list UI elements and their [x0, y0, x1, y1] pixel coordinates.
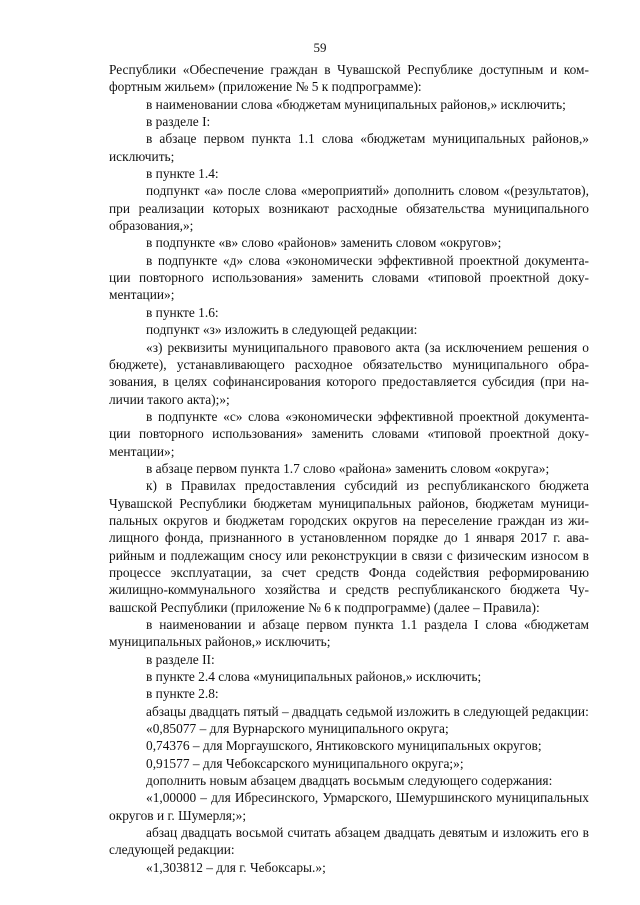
paragraph-15: в наименовании и абзаце первом пункта 1.1 раздела I слова «бюджетам муниципальных районов,» исключить; [109, 617, 589, 650]
paragraph-20: «0,85077 – для Вурнарского муниципального округа; [146, 721, 449, 737]
paragraph-2: в наименовании слова «бюджетам муниципальных районов,» исключить; [146, 96, 566, 112]
paragraph-17: в пункте 2.4 слова «муниципальных районов,» исключить; [146, 669, 482, 685]
paragraph-3: в разделе I: [146, 114, 211, 130]
paragraph-6: подпункт «а» после слова «мероприятий» дополнить словом «(результатов), при реализации которых возникают расходные обязательства муниципального образования,»; [109, 183, 589, 234]
paragraph-5: в пункте 1.4: [146, 166, 219, 182]
paragraph-9: в пункте 1.6: [146, 304, 219, 320]
paragraph-13: в абзаце первом пункта 1.7 слово «района» заменить словом «округа»; [146, 460, 550, 476]
paragraph-22: 0,91577 – для Чебоксарского муниципального округа;»; [146, 755, 464, 771]
paragraph-24: «1,00000 – для Ибресинского, Урмарского, Шемуршинского муниципальных округов и г. Шумерля;»; [109, 790, 589, 823]
paragraph-11: «з) реквизиты муниципального правового акта (за исключением решения о бюджете), устанавливающего расходное обязательство муниципального образования, в целях софинансирования которого предоставляется субсидия (при наличии такого акта);»; [109, 339, 589, 407]
document-body [109, 61, 589, 876]
paragraph-1: Республики «Обеспечение граждан в Чувашской Республике доступным и комфортным жильем» (приложение № 5 к подпрограмме): [109, 62, 589, 95]
paragraph-12: в подпункте «с» слова «экономически эффективной проектной документации повторного использования» заменить словами «типовой проектной документации»; [109, 408, 589, 459]
paragraph-4: в абзаце первом пункта 1.1 слова «бюджетам муниципальных районов,» исключить; [109, 131, 589, 164]
paragraph-8: в подпункте «д» слова «экономически эффективной проектной документации повторного использования» заменить словами «типовой проектной документации»; [109, 252, 589, 303]
paragraph-18: в пункте 2.8: [146, 686, 219, 702]
paragraph-10: подпункт «з» изложить в следующей редакции: [146, 322, 418, 338]
paragraph-21: 0,74376 – для Моргаушского, Янтиковского муниципальных округов; [146, 738, 542, 754]
page-number: 59 [313, 40, 327, 55]
paragraph-26: «1,303812 – для г. Чебоксары.»; [146, 859, 326, 875]
paragraph-23: дополнить новым абзацем двадцать восьмым следующего содержания: [146, 773, 553, 789]
paragraph-19: абзацы двадцать пятый – двадцать седьмой изложить в следующей редакции: [146, 703, 589, 719]
paragraph-25: абзац двадцать восьмой считать абзацем двадцать девятым и изложить его в следующей редакции: [109, 825, 589, 858]
paragraph-7: в подпункте «в» слово «районов» заменить словом «округов»; [146, 235, 502, 251]
paragraph-14: к) в Правилах предоставления субсидий из республиканского бюджета Чувашской Республики бюджетам муниципальных районов, бюджетам муниципальных округов и бюджетам городских округов на переселение граждан из жилищного фонда, признанного в установленном порядке до 1 января 2017 г. аварийным и подлежащим сносу или реконструкции в связи с физическим износом в процессе эксплуатации, за счет средств Фонда содействия реформированию жилищно-коммунального хозяйства и средств республиканского бюджета Чувашской Республики (приложение № 6 к подпрограмме) (далее – Правила): [109, 478, 589, 615]
paragraph-16: в разделе II: [146, 651, 215, 667]
